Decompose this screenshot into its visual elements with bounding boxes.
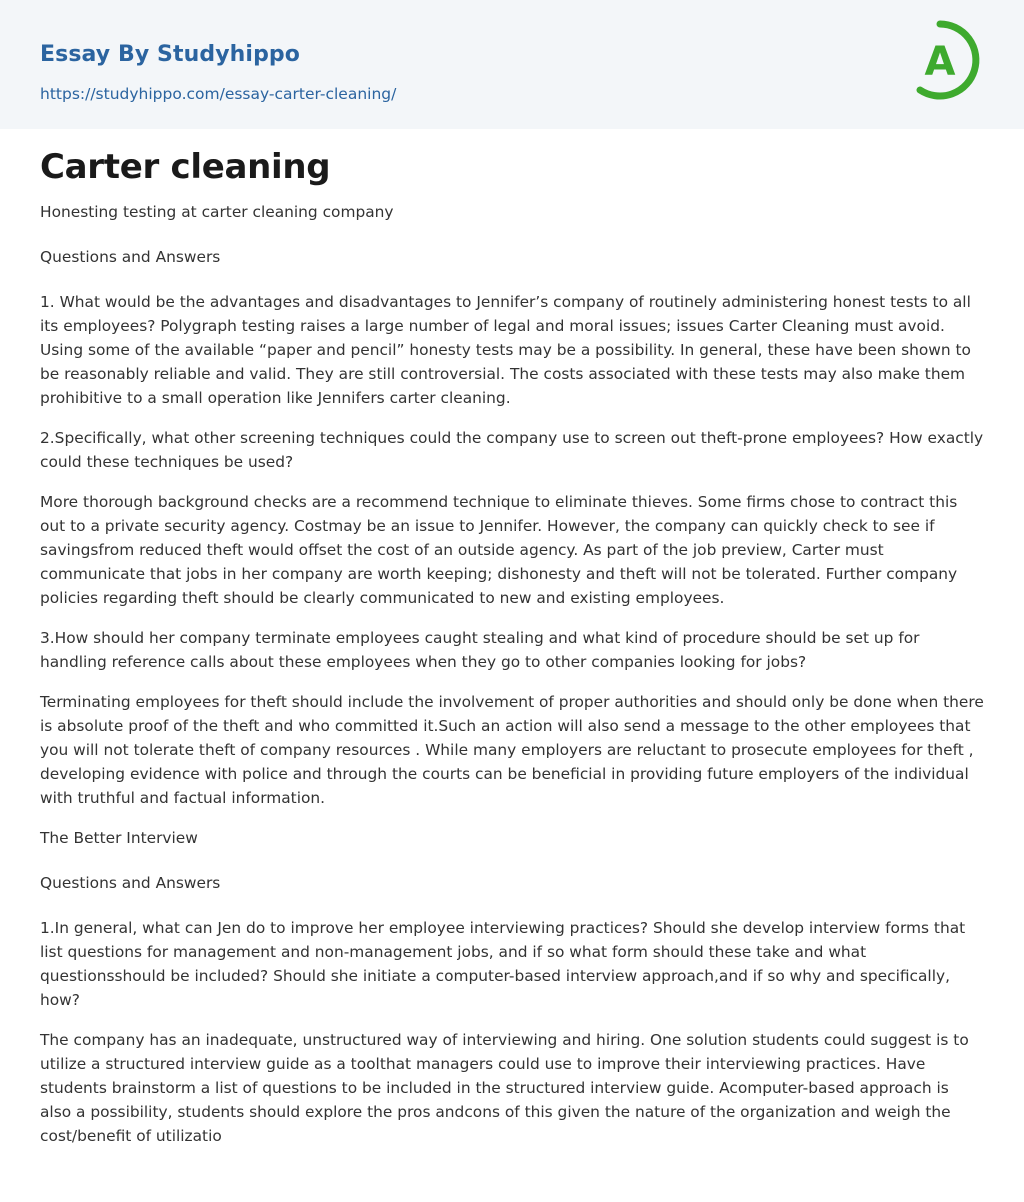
essay-url-link[interactable]: https://studyhippo.com/essay-carter-cleaning/	[40, 85, 397, 103]
answer-paragraph: More thorough background checks are a recommend technique to eliminate thieves. Some firms chose to contract this out to a private security agency. Costmay be an issue to Jennifer. However, the company can quickly check to see if savingsfrom reduced theft would offset the cost of an outside agency. As part of the job preview, Carter must communicate that jobs in her company are worth keeping; dishonesty and theft will not be tolerated. Further company policies regarding theft should be clearly communicated to new and existing employees.	[40, 492, 958, 607]
essay-subtitle: Honesting testing at carter cleaning company	[40, 202, 394, 221]
question-paragraph: 2.Specifically, what other screening techniques could the company use to screen out theft-prone employees? How exactly could these techniques be used?	[40, 428, 984, 471]
page-header	[0, 0, 1024, 129]
question-paragraph: 3.How should her company terminate employees caught stealing and what kind of procedure should be set up for handling reference calls about these employees when they go to other companies looking for jobs?	[40, 628, 920, 671]
page-title: Carter cleaning	[40, 147, 331, 187]
section-heading: The Better Interview	[40, 828, 198, 847]
essay-content	[0, 129, 1024, 1148]
section-heading: Questions and Answers	[40, 247, 221, 266]
section-heading: Questions and Answers	[40, 873, 221, 892]
answer-paragraph: The company has an inadequate, unstructured way of interviewing and hiring. One solution students could suggest is to utilize a structured interview guide as a toolthat managers could use to improve their interviewing practices. Have students brainstorm a list of questions to be included in the structured interview guide. Acomputer-based approach is also a possibility, students should explore the pros andcons of this given the nature of the organization and weigh the cost/benefit of utilizatio	[40, 1030, 969, 1145]
logo-letter: A	[924, 39, 956, 85]
question-paragraph: 1.In general, what can Jen do to improve her employee interviewing practices? Should she develop interview forms that list questions for management and non-management jobs, and if so what form should these take and what questionsshould be included? Should she initiate a computer-based interview approach,and if so why and specifically, how?	[40, 918, 966, 1009]
site-brand[interactable]: Essay By Studyhippo	[40, 42, 300, 67]
answer-paragraph: Terminating employees for theft should include the involvement of proper authorities and should only be done when there is absolute proof of the theft and who committed it.Such an action will also send a message to the other employees that you will not tolerate theft of company resources . While many employers are reluctant to prosecute employees for theft , developing evidence with police and through the courts can be beneficial in providing future employers of the individual with truthful and factual information.	[40, 692, 984, 807]
question-paragraph: 1. What would be the advantages and disadvantages to Jennifer’s company of routinely administering honest tests to all its employees? Polygraph testing raises a large number of legal and moral issues; issues Carter Cleaning must avoid. Using some of the available “paper and pencil” honesty tests may be a possibility. In general, these have been shown to be reasonably reliable and valid. They are still controversial. The costs associated with these tests may also make them prohibitive to a small operation like Jennifers carter cleaning.	[40, 292, 971, 407]
studyhippo-logo[interactable]	[912, 18, 988, 106]
